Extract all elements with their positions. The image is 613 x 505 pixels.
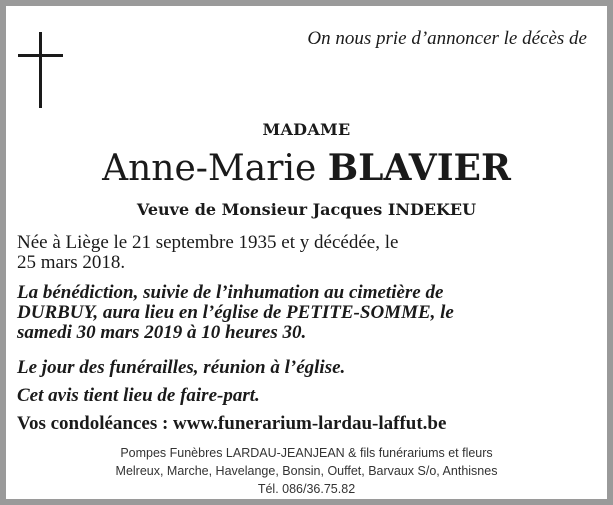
deceased-name <box>6 147 607 189</box>
funeral-home-footer <box>6 444 607 498</box>
birth-line-2: 25 mars 2018. <box>17 252 126 273</box>
footer-line-1: Pompes Funèbres LARDAU-JEANJEAN & fils funérariums et fleurs <box>120 446 493 460</box>
birth-line-1: Née à Liège le 21 septembre 1935 et y décédée, le <box>17 232 399 253</box>
footer-line-2: Melreux, Marche, Havelange, Bonsin, Ouffet, Barvaux S/o, Anthisnes <box>115 464 498 478</box>
intro-text: On nous prie d’annoncer le décès de <box>307 28 587 49</box>
deceased-first-name: Anne-Marie <box>102 148 317 189</box>
avis-info: Cet avis tient lieu de faire-part. <box>17 385 260 406</box>
birth-death-info <box>17 233 593 273</box>
ceremony-line-1: La bénédiction, suivie de l’inhumation au cimetière de <box>17 282 444 303</box>
cross-icon <box>18 32 63 108</box>
footer-phone: Tél. 086/36.75.82 <box>257 482 356 496</box>
obituary-notice <box>6 6 607 499</box>
ceremony-line-2: DURBUY, aura lieu en l’église de PETITE-SOMME, le <box>17 302 454 323</box>
reunion-info: Le jour des funérailles, réunion à l’église. <box>17 357 346 378</box>
ceremony-info <box>17 283 593 343</box>
deceased-last-name: BLAVIER <box>327 147 511 189</box>
honorific: MADAME <box>262 120 351 139</box>
ceremony-line-3: samedi 30 mars 2019 à 10 heures 30. <box>17 322 307 343</box>
widow-of: Veuve de Monsieur Jacques INDEKEU <box>136 200 477 219</box>
condolences-link[interactable]: Vos condoléances : www.funerarium-lardau-laffut.be <box>17 413 447 434</box>
